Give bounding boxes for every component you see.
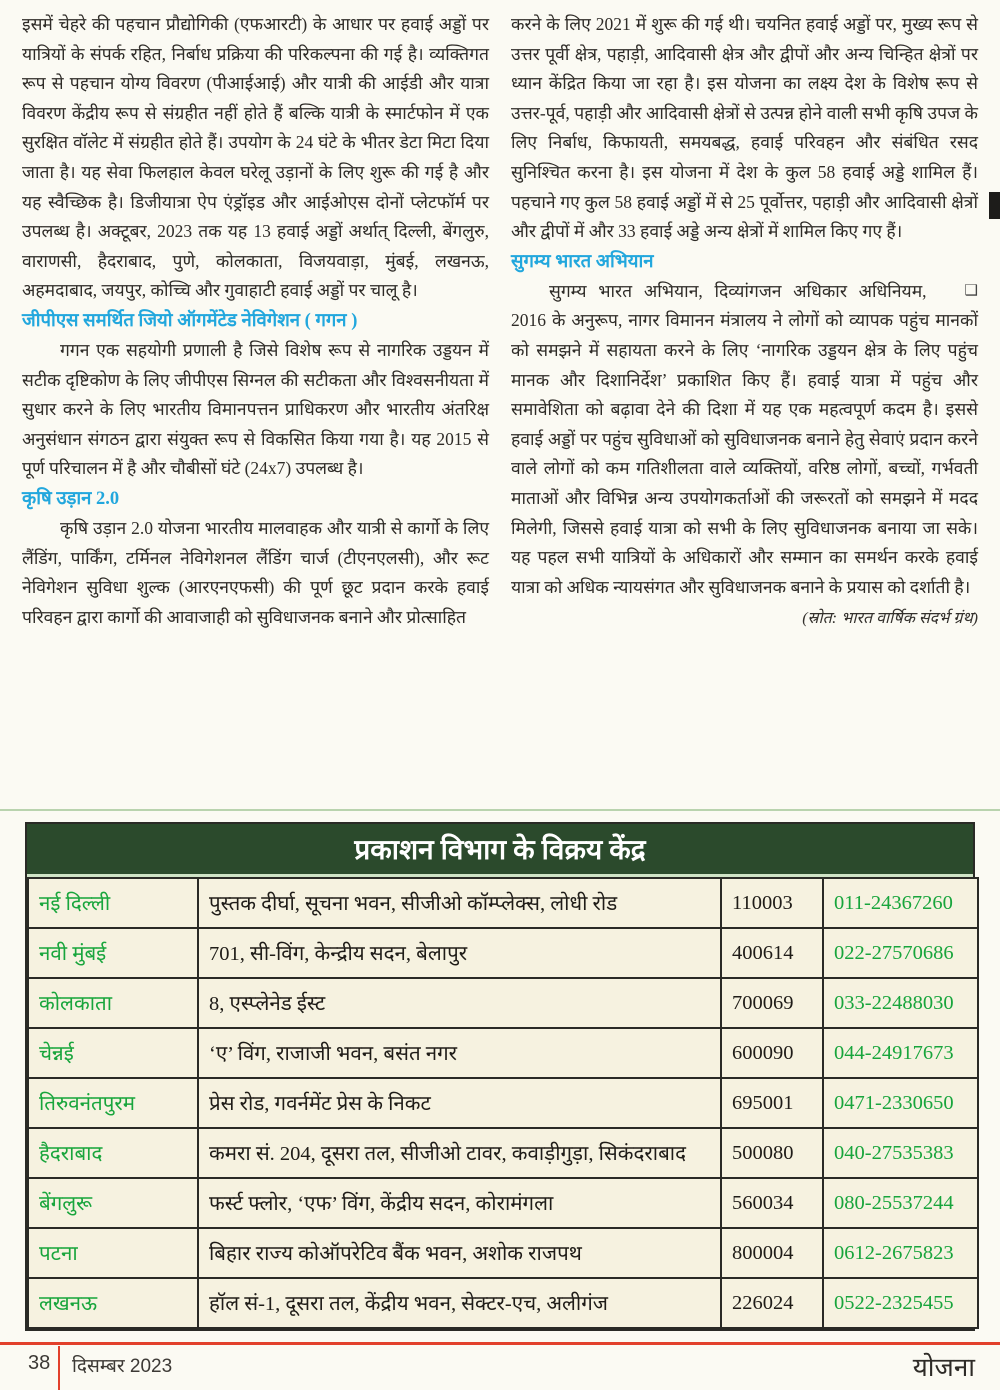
address-cell: कमरा सं. 204, दूसरा तल, सीजीओ टावर, कवाड़ीगुड़ा, सिकंदराबाद xyxy=(198,1128,721,1178)
table-row xyxy=(28,1278,978,1328)
paragraph-sugamya-bharat-text: सुगम्य भारत अभियान, दिव्यांगजन अधिकार अधिनियम, 2016 के अनुरूप, नागर विमानन मंत्रालय ने लोगों को व्यापक पहुंच मानकों को समझने में सहायता करने के लिए ‘नागरिक उड्डयन क्षेत्र के लिए पहुंच मानक और दिशानिर्देश’ प्रकाशित किए हैं। हवाई यात्रा में पहुंच और समावेशिता को बढ़ावा देने की दिशा में यह एक महत्वपूर्ण कदम है। इससे हवाई अड्डों पर पहुंच सुविधाओं को सुविधाजनक बनाने हेतु सेवाएं प्रदान करने वाले लोगों को कम गतिशीलता वाले व्यक्तियों, वरिष्ठ लोगों, बच्चों, गर्भवती माताओं और विभिन्न अन्य उपयोगकर्ताओं की जरूरतों को समझने में मदद मिलेगी, जिससे हवाई यात्रा को सभी के लिए सुविधाजनक बनाया जा सके। यह पहल सभी यात्रियों के अधिकारों और सम्मान का समर्थन करके हवाई यात्रा को अधिक न्यायसंगत और सुविधाजनक बनाने के प्रयास को दर्शाती है। xyxy=(511,280,978,597)
city-cell: हैदराबाद xyxy=(28,1128,198,1178)
footer-rule xyxy=(0,1342,1000,1345)
phone-cell: 044-24917673 xyxy=(823,1028,978,1078)
issue-date: दिसम्बर 2023 xyxy=(72,1356,173,1377)
section-heading-sugamya-bharat: सुगम्य भारत अभियान xyxy=(511,251,654,272)
section-heading-krishi-udan: कृषि उड़ान 2.0 xyxy=(22,488,120,509)
address-cell: 701, सी-विंग, केन्द्रीय सदन, बेलापुर xyxy=(198,928,721,978)
table-row xyxy=(28,1078,978,1128)
address-cell: 8, एस्प्लेनेड ईस्ट xyxy=(198,978,721,1028)
table-row xyxy=(28,1178,978,1228)
pincode-cell: 600090 xyxy=(721,1028,823,1078)
end-square-icon: ❑ xyxy=(964,282,978,299)
paragraph-sugamya-bharat xyxy=(511,277,978,603)
table-row xyxy=(28,1228,978,1278)
phone-cell: 040-27535383 xyxy=(823,1128,978,1178)
pincode-cell: 400614 xyxy=(721,928,823,978)
phone-cell: 0471-2330650 xyxy=(823,1078,978,1128)
city-cell: पटना xyxy=(28,1228,198,1278)
article-right-column xyxy=(511,10,978,634)
pincode-cell: 110003 xyxy=(721,878,823,928)
address-cell: हॉल सं-1, दूसरा तल, केंद्रीय भवन, सेक्टर-एच, अलीगंज xyxy=(198,1278,721,1328)
pincode-cell: 500080 xyxy=(721,1128,823,1178)
section-heading-gagan: जीपीएस समर्थित जियो ऑगमेंटेड नेविगेशन ( गगन ) xyxy=(22,310,358,331)
table-row xyxy=(28,1128,978,1178)
address-cell: फर्स्ट फ्लोर, ‘एफ’ विंग, केंद्रीय सदन, कोरामंगला xyxy=(198,1178,721,1228)
phone-cell: 011-24367260 xyxy=(823,878,978,928)
address-cell: बिहार राज्य कोऑपरेटिव बैंक भवन, अशोक राजपथ xyxy=(198,1228,721,1278)
phone-cell: 033-22488030 xyxy=(823,978,978,1028)
page-edge-tab xyxy=(989,192,1000,219)
source-attribution: (स्रोत: भारत वार्षिक संदर्भ ग्रंथ) xyxy=(802,610,978,628)
table-row xyxy=(28,1028,978,1078)
paragraph-krishi-udan-continued: करने के लिए 2021 में शुरू की गई थी। चयनित हवाई अड्डों पर, मुख्य रूप से उत्तर पूर्वी क्षेत्र, पहाड़ी, आदिवासी क्षेत्र और द्वीपों और अन्य चिन्हित क्षेत्रों पर ध्यान केंद्रित किया जा रहा है। इस योजना का लक्ष्य देश के विशेष रूप से उत्तर-पूर्व, पहाड़ी और आदिवासी क्षेत्रों से उत्पन्न होने वाली सभी कृषि उपज के लिए निर्बाध, किफायती, समयबद्ध, हवाई परिवहन और संबंधित रसद सुनिश्चित करना है। इस योजना में देश के कुल 58 हवाई अड्डे शामिल हैं। पहचाने गए कुल 58 हवाई अड्डों में से 25 पूर्वोत्तर, पहाड़ी और आदिवासी क्षेत्रों और द्वीपों में और 33 हवाई अड्डे अन्य क्षेत्रों में शामिल किए गए हैं। xyxy=(511,14,978,242)
phone-cell: 0522-2325455 xyxy=(823,1278,978,1328)
city-cell: नवी मुंबई xyxy=(28,928,198,978)
paragraph-gagan: गगन एक सहयोगी प्रणाली है जिसे विशेष रूप से नागरिक उड्डयन में सटीक दृष्टिकोण के लिए जीपीएस सिग्नल की सटीकता और विश्वसनीयता में सुधार करने के लिए भारतीय विमानपत्तन प्राधिकरण और भारतीय अंतरिक्ष अनुसंधान संगठन द्वारा संयुक्त रूप से विकसित किया गया है। यह 2015 से पूर्ण परिचालन में है और चौबीसों घंटे (24x7) उपलब्ध है। xyxy=(22,339,489,479)
magazine-name: योजना xyxy=(912,1353,975,1382)
section-divider-rule xyxy=(0,809,1000,811)
table-row xyxy=(28,928,978,978)
phone-cell: 022-27570686 xyxy=(823,928,978,978)
pincode-cell: 695001 xyxy=(721,1078,823,1128)
address-cell: ‘ए’ विंग, राजाजी भवन, बसंत नगर xyxy=(198,1028,721,1078)
paragraph-digiyatra: इसमें चेहरे की पहचान प्रौद्योगिकी (एफआरटी) के आधार पर हवाई अड्डों पर यात्रियों के संपर्क रहित, निर्बाध प्रक्रिया की परिकल्पना की गई है। व्यक्तिगत रूप से पहचान योग्य विवरण (पीआईआई) और यात्री की आईडी और यात्रा विवरण केंद्रीय रूप से संग्रहीत नहीं होते हैं बल्कि यात्री के स्मार्टफोन में एक सुरक्षित वॉलेट में संग्रहीत होते हैं। उपयोग के 24 घंटे के भीतर डेटा मिटा दिया जाता है। यह सेवा फिलहाल केवल घरेलू उड़ानों के लिए शुरू की गई है और यह स्वैच्छिक है। डिजीयात्रा ऐप एंड्रॉइड और आईओएस दोनों प्लेटफॉर्म पर उपलब्ध है। अक्टूबर, 2023 तक यह 13 हवाई अड्डों अर्थात् दिल्ली, बेंगलुरु, वाराणसी, हैदराबाद, पुणे, कोलकाता, विजयवाड़ा, मुंबई, लखनऊ, अहमदाबाद, जयपुर, कोच्चि और गुवाहाटी हवाई अड्डों पर चालू है। xyxy=(22,14,489,301)
city-cell: कोलकाता xyxy=(28,978,198,1028)
table-row xyxy=(28,978,978,1028)
address-cell: पुस्तक दीर्घा, सूचना भवन, सीजीओ कॉम्प्लेक्स, लोधी रोड xyxy=(198,878,721,928)
phone-cell: 080-25537244 xyxy=(823,1178,978,1228)
pincode-cell: 226024 xyxy=(721,1278,823,1328)
paragraph-krishi-udan: कृषि उड़ान 2.0 योजना भारतीय मालवाहक और यात्री से कार्गो के लिए लैंडिंग, पार्किंग, टर्मिनल नेविगेशनल लैंडिंग चार्ज (टीएनएलसी), और रूट नेविगेशन सुविधा शुल्क (आरएनएफसी) की पूर्ण छूट प्रदान करके हवाई परिवहन द्वारा कार्गो की आवाजाही को सुविधाजनक बनाने और प्रोत्साहित xyxy=(22,517,489,627)
page-number: 38 xyxy=(28,1352,51,1374)
address-cell: प्रेस रोड, गवर्नमेंट प्रेस के निकट xyxy=(198,1078,721,1128)
footer-divider xyxy=(58,1346,60,1390)
article-left-column xyxy=(22,10,489,632)
pincode-cell: 700069 xyxy=(721,978,823,1028)
city-cell: तिरुवनंतपुरम xyxy=(28,1078,198,1128)
pincode-cell: 560034 xyxy=(721,1178,823,1228)
pincode-cell: 800004 xyxy=(721,1228,823,1278)
city-cell: बेंगलुरू xyxy=(28,1178,198,1228)
table-title: प्रकाशन विभाग के विक्रय केंद्र xyxy=(27,824,973,877)
city-cell: चेन्नई xyxy=(28,1028,198,1078)
phone-cell: 0612-2675823 xyxy=(823,1228,978,1278)
city-cell: नई दिल्ली xyxy=(28,878,198,928)
city-cell: लखनऊ xyxy=(28,1278,198,1328)
sales-centres-table xyxy=(25,822,975,1331)
table-row xyxy=(28,878,978,928)
